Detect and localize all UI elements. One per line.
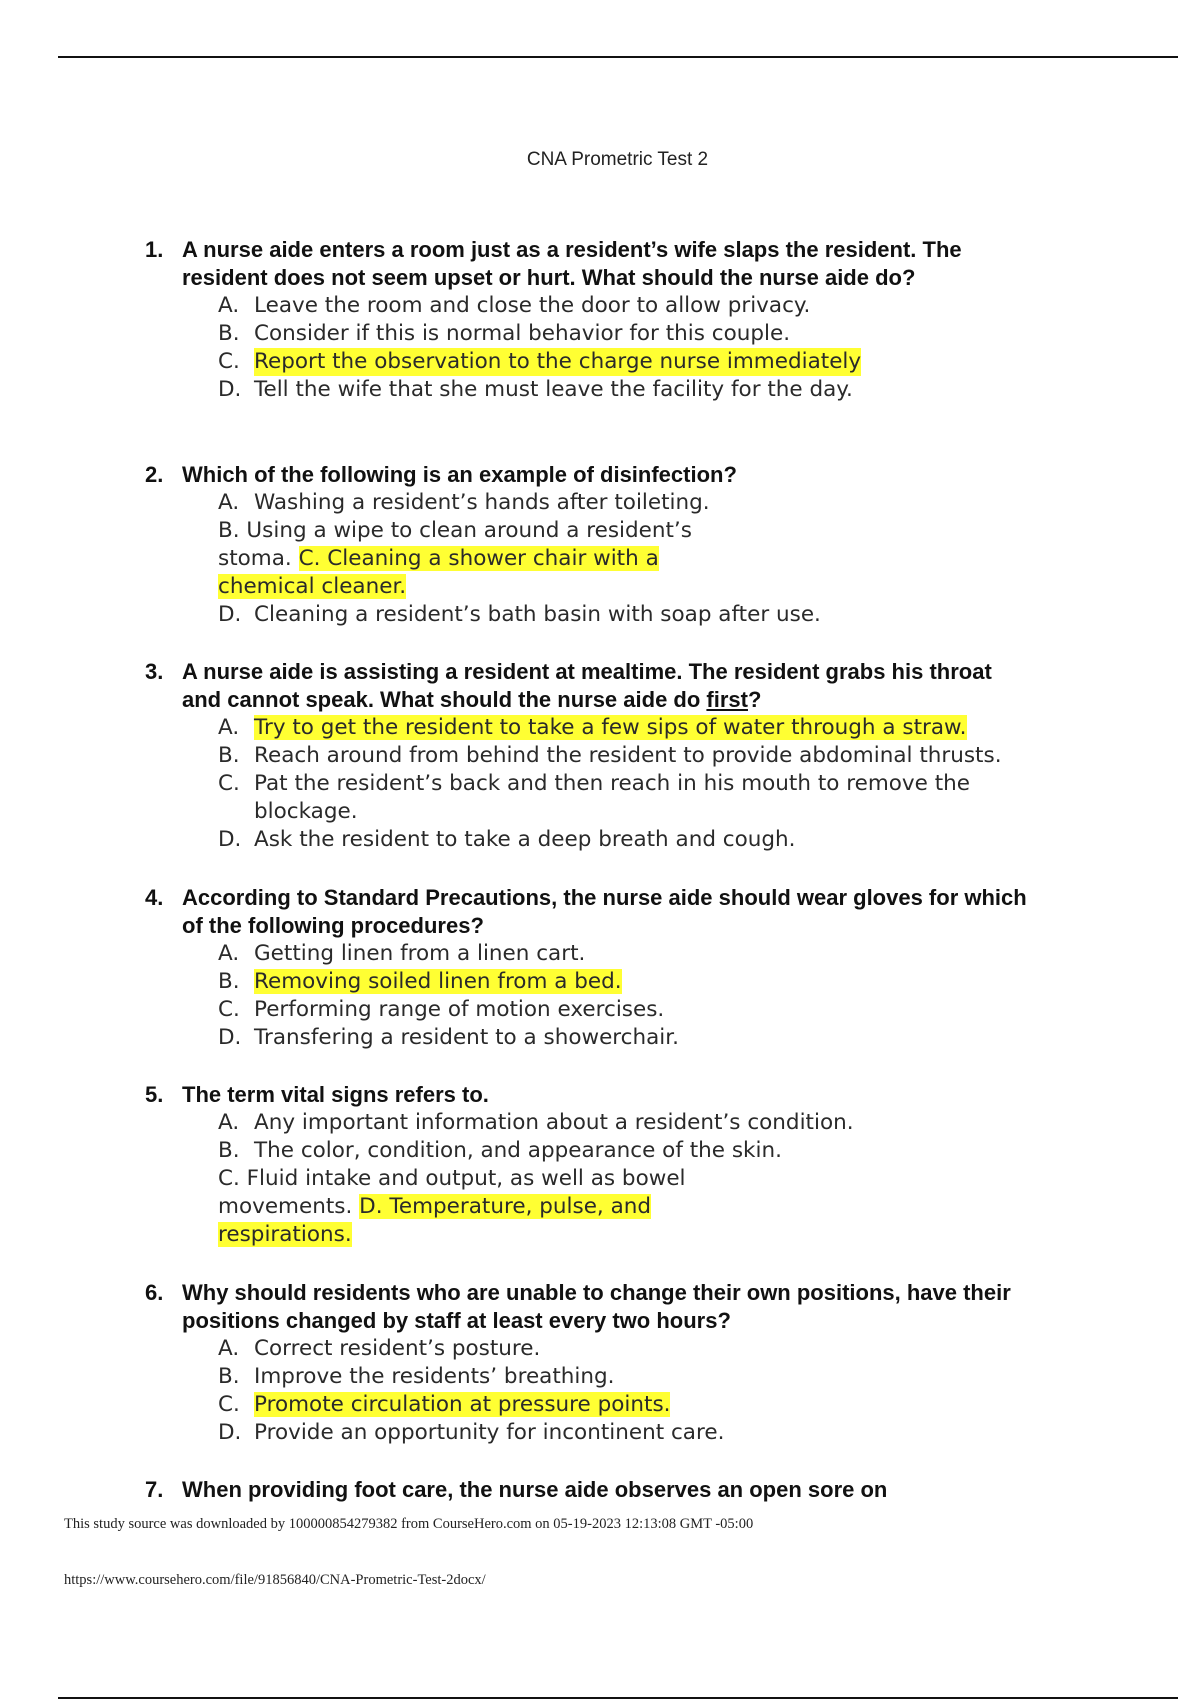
question-number: 6. xyxy=(145,1280,164,1305)
question-number: 3. xyxy=(145,659,164,684)
question-6 xyxy=(145,1279,1145,1447)
option-d: D. Cleaning a resident’s bath basin with soap after use. xyxy=(218,602,821,627)
question-3 xyxy=(145,658,1145,854)
question-text: A nurse aide is assisting a resident at mealtime. The resident grabs his throat and cannot speak. What should the nurse aide do first? xyxy=(182,659,992,712)
option-b: B. Improve the residents’ breathing. xyxy=(218,1364,615,1389)
option-c-highlighted: C. Report the observation to the charge nurse immediately xyxy=(218,349,862,374)
option-c-d-flow xyxy=(218,1165,728,1249)
option-d: D. Transfering a resident to a showerchair. xyxy=(218,1025,679,1050)
option-b: B. Reach around from behind the resident to provide abdominal thrusts. xyxy=(218,743,1002,768)
question-5 xyxy=(145,1081,1145,1249)
question-number: 2. xyxy=(145,462,164,487)
page-title: CNA Prometric Test 2 xyxy=(526,149,709,170)
option-d: D. Ask the resident to take a deep breath and cough. xyxy=(218,827,796,852)
question-text: Which of the following is an example of disinfection? xyxy=(182,462,737,487)
question-number: 4. xyxy=(145,885,164,910)
bottom-rule xyxy=(58,1697,1178,1699)
question-number: 7. xyxy=(145,1477,164,1502)
option-b: B. Consider if this is normal behavior for this couple. xyxy=(218,321,791,346)
option-c-highlighted: C. Promote circulation at pressure points. xyxy=(218,1392,671,1417)
option-d-highlighted: D. Temperature, pulse, and respirations. xyxy=(218,1194,652,1247)
question-2 xyxy=(145,461,1145,629)
question-text: When providing foot care, the nurse aide observes an open sore on xyxy=(182,1477,888,1502)
question-1 xyxy=(145,236,1145,404)
question-number: 1. xyxy=(145,237,164,262)
option-a: A. Correct resident’s posture. xyxy=(218,1336,541,1361)
question-7 xyxy=(145,1476,1145,1504)
question-text: A nurse aide enters a room just as a resident’s wife slaps the resident. The resident does not seem upset or hurt. What should the nurse aide do? xyxy=(182,237,962,290)
option-d: D. Provide an opportunity for incontinent care. xyxy=(218,1420,725,1445)
question-4 xyxy=(145,884,1145,1052)
option-a: A. Washing a resident’s hands after toileting. xyxy=(218,490,710,515)
option-a: A. Leave the room and close the door to allow privacy. xyxy=(218,293,811,318)
question-text: Why should residents who are unable to change their own positions, have their positions changed by staff at least every two hours? xyxy=(182,1280,1011,1333)
option-b-highlighted: B. Removing soiled linen from a bed. xyxy=(218,969,622,994)
option-d: D. Tell the wife that she must leave the facility for the day. xyxy=(218,377,853,402)
option-c: C. Fluid intake and output, as well as bowel movements. xyxy=(218,1166,686,1219)
option-c: C. Pat the resident’s back and then reach in his mouth to remove the blockage. xyxy=(218,771,970,824)
top-rule xyxy=(58,56,1178,58)
question-text: The term vital signs refers to. xyxy=(182,1082,489,1107)
source-url[interactable]: https://www.coursehero.com/file/91856840/CNA-Prometric-Test-2docx/ xyxy=(64,1572,486,1588)
option-c: C. Performing range of motion exercises. xyxy=(218,997,665,1022)
option-a-highlighted: A. Try to get the resident to take a few sips of water through a straw. xyxy=(218,715,967,740)
option-b: B. The color, condition, and appearance of the skin. xyxy=(218,1138,782,1163)
emphasis-first: first xyxy=(706,687,748,712)
question-text: According to Standard Precautions, the nurse aide should wear gloves for which of the following procedures? xyxy=(182,885,1027,938)
question-number: 5. xyxy=(145,1082,164,1107)
option-b-c-flow xyxy=(218,517,728,601)
option-a: A. Any important information about a resident’s condition. xyxy=(218,1110,854,1135)
download-note: This study source was downloaded by 100000854279382 from CourseHero.com on 05-19-2023 12:13:08 GMT -05:00 xyxy=(64,1516,754,1532)
option-a: A. Getting linen from a linen cart. xyxy=(218,941,586,966)
option-b: B. Using a wipe to clean around a resident’s stoma. xyxy=(218,518,692,571)
option-c-highlighted: C. Cleaning a shower chair with a chemical cleaner. xyxy=(218,546,659,599)
